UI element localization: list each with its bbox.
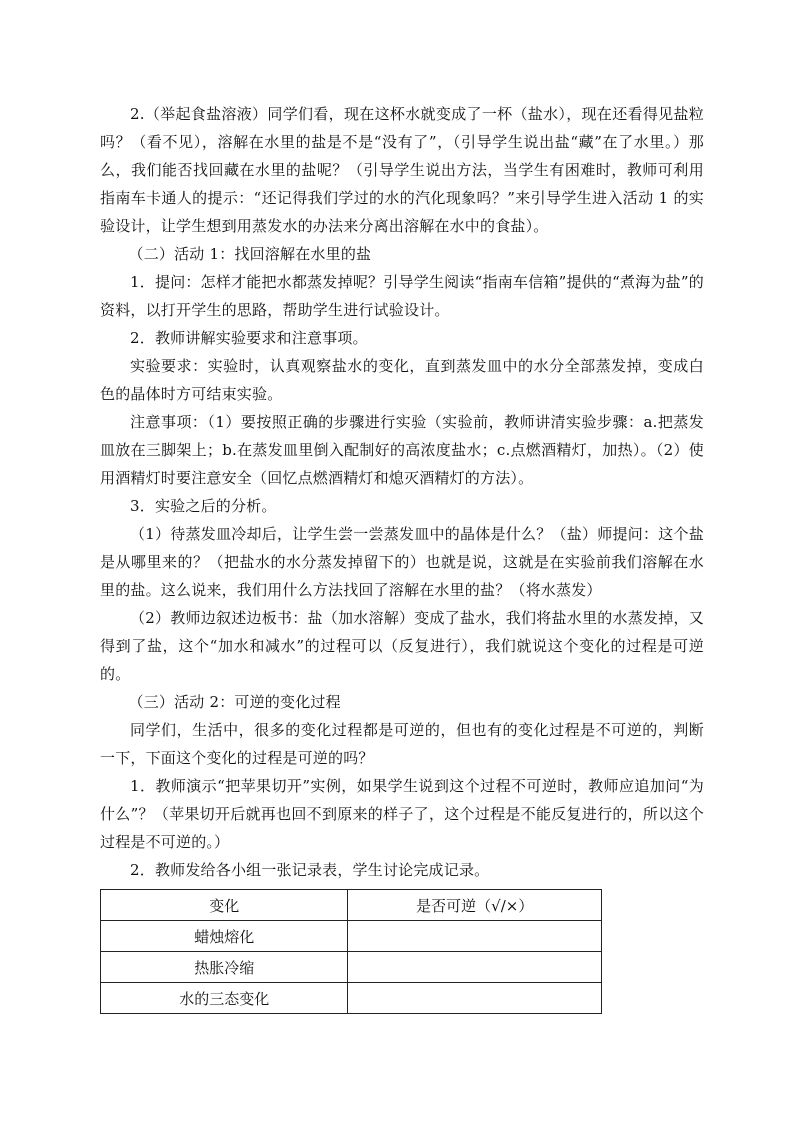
paragraph-analysis-2: （2）教师边叙述边板书：盐（加水溶解）变成了盐水，我们将盐水里的水蒸发掉，又得到了盐，这个“加水和减水”的过程可以（反复进行），我们就说这个变化的过程是可逆的。 [100,609,704,683]
paragraph-record-sheet: 2．教师发给各小组一张记录表，学生讨论完成记录。 [130,861,490,879]
table-cell-answer[interactable] [348,921,602,952]
paragraph-question-evaporate: 1．提问：怎样才能把水都蒸发掉呢？引导学生阅读“指南车信箱”提供的“煮海为盐”的资料，以打开学生的思路，帮助学生进行试验设计。 [100,273,704,319]
table-row [101,983,602,1014]
paragraph-experiment-requirements: 实验要求：实验时，认真观察盐水的变化，直到蒸发皿中的水分全部蒸发掉，变成白色的晶体时方可结束实验。 [100,357,704,403]
record-table [100,889,602,1014]
section-heading-activity-2: （三）活动 2：可逆的变化过程 [128,693,341,711]
table-header-change: 变化 [101,890,348,921]
table-cell-answer[interactable] [348,983,602,1014]
paragraph-analysis-title: 3．实验之后的分析。 [130,497,277,515]
section-heading-activity-1: （二）活动 1：找回溶解在水里的盐 [128,245,372,263]
paragraph-reversible-intro: 同学们，生活中，很多的变化过程都是可逆的，但也有的变化过程是不可逆的，判断一下，下面这个变化的过程是可逆的吗？ [100,721,704,767]
table-header-reversible: 是否可逆（√/×） [348,890,602,921]
paragraph-teacher-explains: 2．教师讲解实验要求和注意事项。 [130,329,368,347]
table-cell-change: 蜡烛熔化 [101,921,348,952]
paragraph-analysis-1: （1）待蒸发皿冷却后，让学生尝一尝蒸发皿中的晶体是什么？（盐）师提问：这个盐是从哪里来的？（把盐水的水分蒸发掉留下的）也就是说，这就是在实验前我们溶解在水里的盐。这么说来，我们用什么方法找回了溶解在水里的盐？（将水蒸发） [100,525,704,599]
table-cell-change: 水的三态变化 [101,983,348,1014]
document-body [100,100,704,884]
table-row [101,952,602,983]
paragraph-find-salt-intro: 2.（举起食盐溶液）同学们看，现在这杯水就变成了一杯（盐水），现在还看得见盐粒吗？（看不见），溶解在水里的盐是不是“没有了”，（引导学生说出盐“藏”在了水里。）那么，我们能否找回藏在水里的盐呢？（引导学生说出方法，当学生有困难时，教师可利用指南车卡通人的提示：“还记得我们学过的水的汽化现象吗？”来引导学生进入活动 1 的实验设计，让学生想到用蒸发水的办法来分离出溶解在水中的食盐）。 [100,105,704,235]
table-row [101,921,602,952]
table-header-row [101,890,602,921]
table-cell-answer[interactable] [348,952,602,983]
table-cell-change: 热胀冷缩 [101,952,348,983]
paragraph-precautions: 注意事项：（1）要按照正确的步骤进行实验（实验前，教师讲清实验步骤：a.把蒸发皿放在三脚架上；b.在蒸发皿里倒入配制好的高浓度盐水；c.点燃酒精灯，加热）。（2）使用酒精灯时要注意安全（回忆点燃酒精灯和熄灭酒精灯的方法）。 [100,413,704,487]
paragraph-apple-demo: 1．教师演示“把苹果切开”实例，如果学生说到这个过程不可逆时，教师应追加问“为什么”？（苹果切开后就再也回不到原来的样子了，这个过程是不能反复进行的，所以这个过程是不可逆的。） [100,777,704,851]
